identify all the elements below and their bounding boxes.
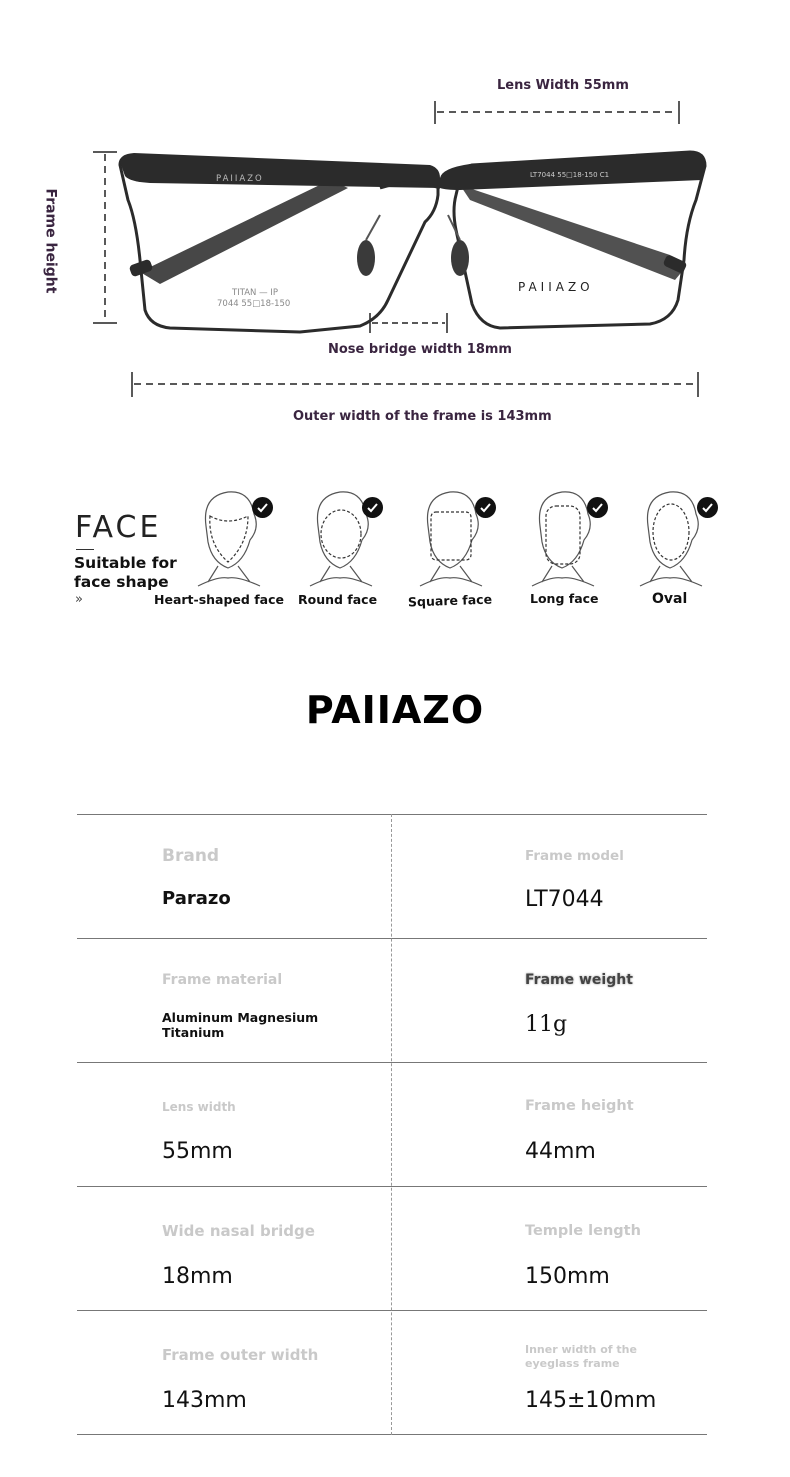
spec-label-frame-material: Frame material (162, 972, 283, 988)
face-shape-section (0, 480, 790, 620)
face-heading-underline (76, 549, 94, 550)
face-label-square: Square face (407, 591, 493, 610)
spec-value-brand: Parazo (162, 888, 231, 909)
table-divider (77, 1062, 707, 1063)
spec-value-frame-weight: 11g (525, 1012, 568, 1037)
check-icon (697, 497, 718, 518)
face-label-round: Round face (298, 592, 378, 607)
outer-width-label: Outer width of the frame is 143mm (293, 409, 552, 424)
face-arrow-icon: » (75, 592, 83, 607)
face-label-long: Long face (530, 591, 599, 606)
spec-value-frame-model: LT7044 (525, 887, 604, 912)
spec-label-brand: Brand (162, 846, 220, 866)
glasses-diagram (0, 0, 790, 440)
spec-value-frame-material: Aluminum Magnesium Titanium (162, 1010, 319, 1040)
face-label-heart: Heart-shaped face (154, 592, 284, 607)
check-icon (587, 497, 608, 518)
table-divider (77, 1186, 707, 1187)
table-column-divider (391, 814, 392, 1435)
spec-label-frame-height: Frame height (525, 1098, 634, 1114)
glasses-illustration (0, 0, 790, 440)
table-divider (77, 814, 707, 815)
face-subtitle-line-2: face shape (74, 573, 169, 591)
check-icon (475, 497, 496, 518)
spec-value-temple-length: 150mm (525, 1264, 610, 1289)
left-temple-print: PAIIAZO (216, 174, 264, 184)
table-divider (77, 1434, 707, 1435)
check-icon (252, 497, 273, 518)
spec-label-frame-model: Frame model (525, 848, 624, 864)
face-subtitle-line-1: Suitable for (74, 554, 177, 572)
right-temple-print: LT7044 55□18-150 C1 (530, 171, 610, 179)
spec-value-inner-width: 145±10mm (525, 1388, 657, 1413)
frame-height-label: Frame height (42, 188, 59, 294)
brand-title: PAIIAZO (305, 688, 485, 732)
spec-value-outer-width: 143mm (162, 1388, 247, 1413)
table-divider (77, 1310, 707, 1311)
nose-bridge-label: Nose bridge width 18mm (328, 342, 512, 357)
lens-width-label: Lens Width 55mm (497, 78, 629, 93)
spec-label-lens-width: Lens width (162, 1100, 236, 1114)
face-label-oval: Oval (652, 591, 688, 607)
left-lens-print-2: 7044 55□18-150 (217, 299, 291, 309)
spec-label-temple-length: Temple length (525, 1223, 641, 1239)
spec-table (77, 814, 707, 1435)
left-lens-print-1: TITAN — IP (232, 288, 278, 298)
spec-value-nasal-bridge: 18mm (162, 1264, 233, 1289)
spec-label-inner-width: Inner width of the eyeglass frame (525, 1343, 637, 1370)
right-lens-brand: PAIIAZO (518, 280, 594, 294)
spec-label-nasal-bridge: Wide nasal bridge (162, 1222, 315, 1240)
spec-value-lens-width: 55mm (162, 1139, 233, 1164)
spec-label-frame-weight: Frame weight (525, 972, 633, 988)
spec-label-outer-width: Frame outer width (162, 1346, 319, 1364)
check-icon (362, 497, 383, 518)
face-heading: FACE (75, 510, 162, 545)
table-divider (77, 938, 707, 939)
spec-value-frame-height: 44mm (525, 1139, 596, 1164)
